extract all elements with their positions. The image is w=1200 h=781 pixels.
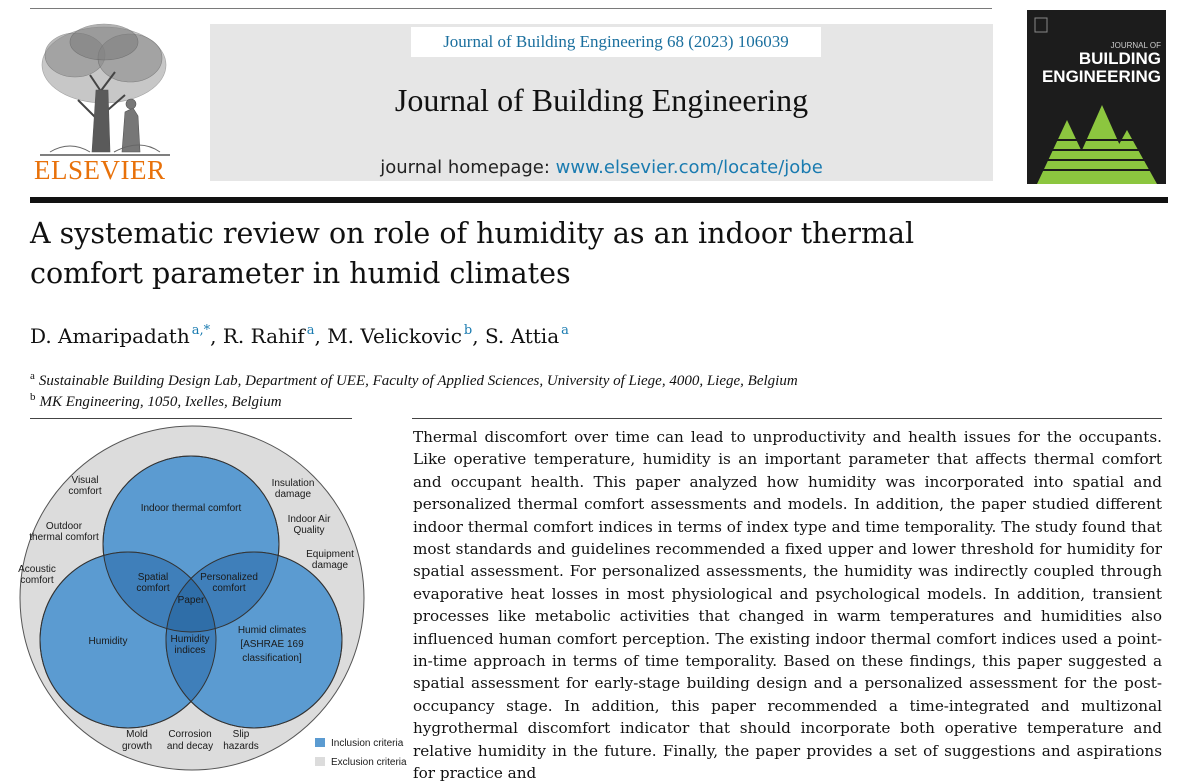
author-affiliation-mark[interactable]: b [463,323,473,338]
homepage-link[interactable]: www.elsevier.com/locate/jobe [555,157,823,178]
author-affiliation-mark[interactable]: a,* [191,323,211,338]
graphical-abstract-rule [30,418,352,419]
affiliation-text: Sustainable Building Design Lab, Department of UEE, Faculty of Applied Sciences, University of Liege, 4000, Liege, Belgium [38,373,798,389]
article-title-line1: A systematic review on role of humidity as an indoor thermal [30,217,915,250]
legend-swatch-exclusion [315,757,325,766]
legend-label-exclusion: Exclusion criteria [331,757,407,768]
label-slip-hazards-2: hazards [223,741,259,752]
author-name[interactable]: R. Rahif [222,324,305,348]
label-equipment-damage-2: damage [311,560,349,571]
label-outdoor-thermal-1: Outdoor [45,521,83,532]
label-iaq-2: Quality [293,525,325,536]
label-slip-hazards-1: Slip [232,729,250,740]
abstract-rule [412,418,1162,419]
label-outdoor-thermal-2: thermal comfort [29,532,99,543]
legend-label-inclusion: Inclusion criteria [331,738,404,749]
label-visual-comfort-2: comfort [68,486,102,497]
label-personalized-comfort-2: comfort [212,583,246,594]
affiliation-text: MK Engineering, 1050, Ixelles, Belgium [39,394,282,410]
affiliation-mark: b [30,391,36,403]
elsevier-wordmark: ELSEVIER [34,155,166,185]
author-affiliation-mark[interactable]: a [561,323,569,338]
label-spatial-comfort-2: comfort [136,583,170,594]
venn-diagram [10,420,410,781]
legend-swatch-inclusion [315,738,325,747]
homepage-label: journal homepage: [380,157,556,178]
label-mold-growth-2: growth [121,741,153,752]
label-indoor-thermal-comfort: Indoor thermal comfort [140,503,242,514]
label-equipment-damage-1: Equipment [306,549,354,560]
journal-name: Journal of Building Engineering [394,82,809,118]
label-iaq-1: Indoor Air [287,514,331,525]
cover-title [1033,41,1161,86]
abstract-text: Thermal discomfort over time can lead to unproductivity and health issues for the occupants. Like operative temperature, humidity is an important parameter that affects thermal comfort and occupant health. This paper analyzed how humidity was incorporated into spatial and personalized thermal comfort assessments and models. In addition, the paper studied different indoor thermal comfort indices in terms of index type and time temporality. The study found that most standards and guidelines recommended a fixed upper and lower threshold for humidity for spatial assessment. For personalized assessments, the humidity was indirectly coupled through evaporative heat losses in most physiological and psychological models. In addition, transient processes like metabolic activities that changed in warm temperatures and humidities also influenced human comfort perception. The existing indoor thermal comfort indices used a point-in-time approach in terms of time temporality. Based on these findings, this paper suggested a spatial assessment for early-stage building design and a personalized assessment for the post-occupancy stage. In addition, this paper recommended a time-integrated and multizonal hygrothermal discomfort indicator that should incorporate both operative temperature and relative humidity in the future. Finally, the paper provides a set of suggestions and aspirations for practice and [413,428,1162,781]
author-affiliation-mark[interactable]: a [306,323,315,338]
cover-graphic [1027,10,1166,184]
cover-title-line1: JOURNAL OF [1110,41,1161,50]
label-humidity-indices-2: indices [174,645,206,656]
label-visual-comfort-1: Visual [71,475,99,486]
label-corrosion-2: and decay [166,741,214,752]
label-spatial-comfort-1: Spatial [137,572,169,583]
label-insulation-damage-1: Insulation [271,478,315,489]
affiliation-mark: a [30,370,35,382]
author-list: D. Amaripadath $^{a,*}$, R. Rahif $^a$, M. Velickovic $^b$, S. Attia $^a$ [30,323,569,348]
affiliation-a [30,370,798,390]
label-personalized-comfort-1: Personalized [200,572,258,583]
label-acoustic-comfort-1: Acoustic [18,564,56,575]
label-humidity: Humidity [88,636,128,647]
author-name[interactable]: M. Velickovic [327,324,462,348]
citation[interactable]: Journal of Building Engineering 68 (2023) 106039 [411,27,821,57]
top-rule [30,8,992,9]
article-title-line2: comfort parameter in humid climates [30,257,571,290]
label-corrosion-1: Corrosion [168,729,212,740]
label-humid-climates-2: [ASHRAE 169 [240,639,304,650]
label-insulation-damage-2: damage [274,489,312,500]
label-acoustic-comfort-2: comfort [20,575,54,586]
label-humidity-indices-1: Humidity [170,634,210,645]
author-name[interactable]: S. Attia [484,324,560,348]
label-paper: Paper [177,595,205,606]
label-humid-climates-3: classification] [242,653,302,664]
author-name[interactable]: D. Amaripadath [30,324,190,348]
affiliation-b [30,391,282,411]
label-mold-growth-1: Mold [126,729,148,740]
article-title [30,214,1030,294]
journal-homepage [210,157,993,178]
cover-title-line3: ENGINEERING [1041,67,1161,86]
cover-title-line2: BUILDING [1078,49,1161,68]
label-humid-climates-1: Humid climates [237,625,307,636]
header-rule [30,197,1168,203]
